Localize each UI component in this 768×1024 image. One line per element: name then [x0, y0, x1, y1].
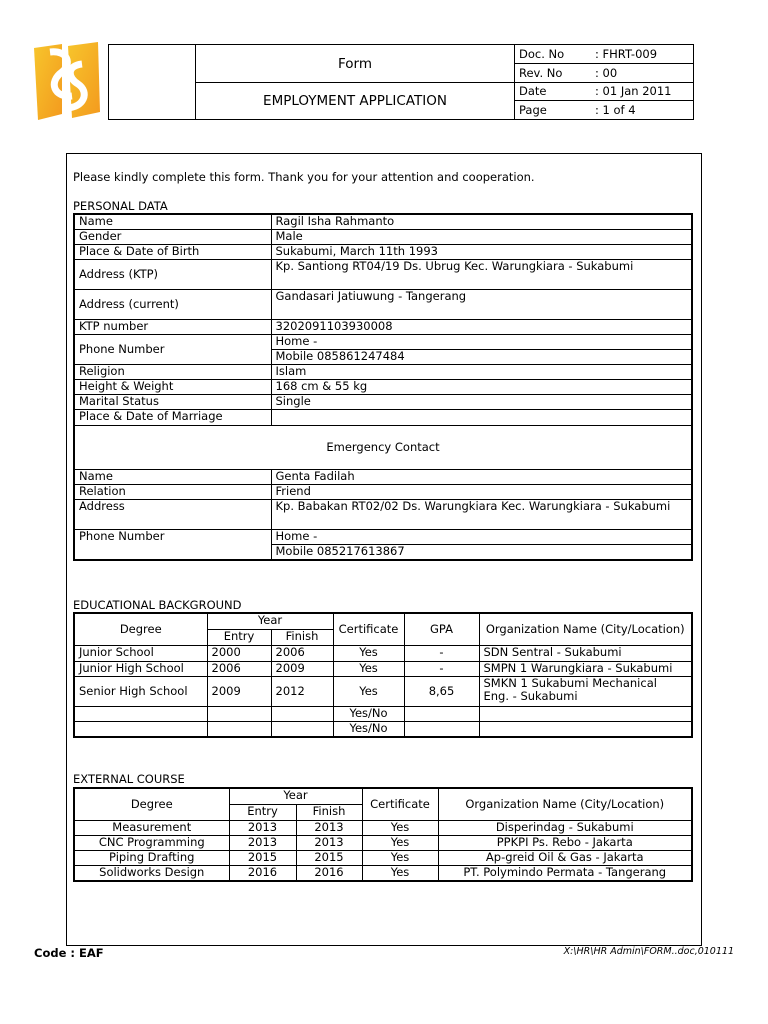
- form-body: [66, 153, 702, 946]
- table-row: Address (current) Gandasari Jatiuwung - Tangerang: [74, 289, 692, 319]
- table-row: Name Genta Fadilah: [74, 469, 692, 484]
- table-row: Junior High School 2006 2009 Yes - SMPN 1 Warungkiara - Sukabumi: [74, 661, 692, 676]
- table-row: Religion Islam: [74, 364, 692, 379]
- table-row: CNC Programming 2013 2013 Yes PPKPI Ps. Rebo - Jakarta: [74, 835, 692, 850]
- intro-text: Please kindly complete this form. Thank you for your attention and cooperation.: [73, 170, 535, 184]
- table-header-row: Entry Finish: [74, 804, 692, 820]
- personal-data-table: [73, 213, 693, 561]
- table-row: Relation Friend: [74, 484, 692, 499]
- table-row: Place & Date of Marriage: [74, 409, 692, 425]
- table-row: Yes/No: [74, 706, 692, 721]
- field-address-ktp[interactable]: Kp. Santiong RT04/19 Ds. Ubrug Kec. Warungkiara - Sukabumi: [271, 259, 692, 289]
- table-row: Yes/No: [74, 721, 692, 737]
- table-row: Address (KTP) Kp. Santiong RT04/19 Ds. Ubrug Kec. Warungkiara - Sukabumi: [74, 259, 692, 289]
- table-row: [74, 425, 692, 469]
- table-row: Height & Weight 168 cm & 55 kg: [74, 379, 692, 394]
- table-row: Address Kp. Babakan RT02/02 Ds. Warungkiara Kec. Warungkiara - Sukabumi: [74, 499, 692, 529]
- table-row: Phone Number Home -: [74, 334, 692, 349]
- field-height-weight[interactable]: 168 cm & 55 kg: [271, 379, 692, 394]
- document-header: [108, 44, 694, 120]
- field-marriage[interactable]: [271, 409, 692, 425]
- field-ktp-number[interactable]: 3202091103930008: [271, 319, 692, 334]
- footer-file-path: X:\HR\HR Admin\FORM..doc,010111: [563, 946, 734, 957]
- course-table: [73, 787, 693, 882]
- field-phone-home[interactable]: Home -: [271, 334, 692, 349]
- table-row: Marital Status Single: [74, 394, 692, 409]
- field-emergency-name[interactable]: Genta Fadilah: [271, 469, 692, 484]
- header-title-block: [196, 45, 515, 119]
- table-row: Phone Number Home -: [74, 529, 692, 544]
- field-birth[interactable]: Sukabumi, March 11th 1993: [271, 244, 692, 259]
- field-religion[interactable]: Islam: [271, 364, 692, 379]
- table-header-row: Degree Year Certificate Organization Name (City/Location): [74, 788, 692, 804]
- footer-code: Code : EAF: [34, 946, 104, 960]
- table-row: Name Ragil Isha Rahmanto: [74, 214, 692, 229]
- field-phone-mobile[interactable]: Mobile 085861247484: [271, 349, 692, 364]
- table-header-row: Degree Year Certificate GPA Organization Name (City/Location): [74, 613, 692, 629]
- field-name[interactable]: Ragil Isha Rahmanto: [271, 214, 692, 229]
- header-logo-cell: [109, 45, 196, 119]
- table-row: KTP number 3202091103930008: [74, 319, 692, 334]
- education-table: [73, 612, 693, 738]
- field-gender[interactable]: Male: [271, 229, 692, 244]
- table-row: Gender Male: [74, 229, 692, 244]
- section-heading-personal: PERSONAL DATA: [73, 199, 168, 213]
- meta-date: Date : 01 Jan 2011: [515, 83, 693, 102]
- company-logo: [28, 42, 108, 122]
- document-meta: [515, 45, 693, 119]
- table-row: Junior School 2000 2006 Yes - SDN Sentral - Sukabumi: [74, 645, 692, 661]
- table-row: Senior High School 2009 2012 Yes 8,65 SMKN 1 Sukabumi Mechanical Eng. - Sukabumi: [74, 676, 692, 706]
- field-emergency-relation[interactable]: Friend: [271, 484, 692, 499]
- meta-rev-no: Rev. No : 00: [515, 64, 693, 83]
- table-row: Place & Date of Birth Sukabumi, March 11th 1993: [74, 244, 692, 259]
- table-header-row: Entry Finish: [74, 629, 692, 645]
- table-row: Piping Drafting 2015 2015 Yes Ap-greid Oil & Gas - Jakarta: [74, 850, 692, 865]
- section-heading-course: EXTERNAL COURSE: [73, 772, 185, 786]
- section-heading-education: EDUCATIONAL BACKGROUND: [73, 598, 242, 612]
- emergency-contact-heading: Emergency Contact: [74, 425, 692, 469]
- meta-page: Page : 1 of 4: [519, 103, 636, 118]
- table-row: Measurement 2013 2013 Yes Disperindag - Sukabumi: [74, 820, 692, 835]
- page-title: EMPLOYMENT APPLICATION: [263, 93, 447, 109]
- field-marital-status[interactable]: Single: [271, 394, 692, 409]
- field-address-current[interactable]: Gandasari Jatiuwung - Tangerang: [271, 289, 692, 319]
- meta-doc-no: Doc. No : FHRT-009: [515, 45, 693, 64]
- field-emergency-address[interactable]: Kp. Babakan RT02/02 Ds. Warungkiara Kec. Warungkiara - Sukabumi: [271, 499, 692, 529]
- table-row: Solidworks Design 2016 2016 Yes PT. Polymindo Permata - Tangerang: [74, 865, 692, 881]
- form-label: Form: [196, 45, 514, 83]
- field-emergency-phone-mobile[interactable]: Mobile 085217613867: [271, 544, 692, 560]
- field-emergency-phone-home[interactable]: Home -: [271, 529, 692, 544]
